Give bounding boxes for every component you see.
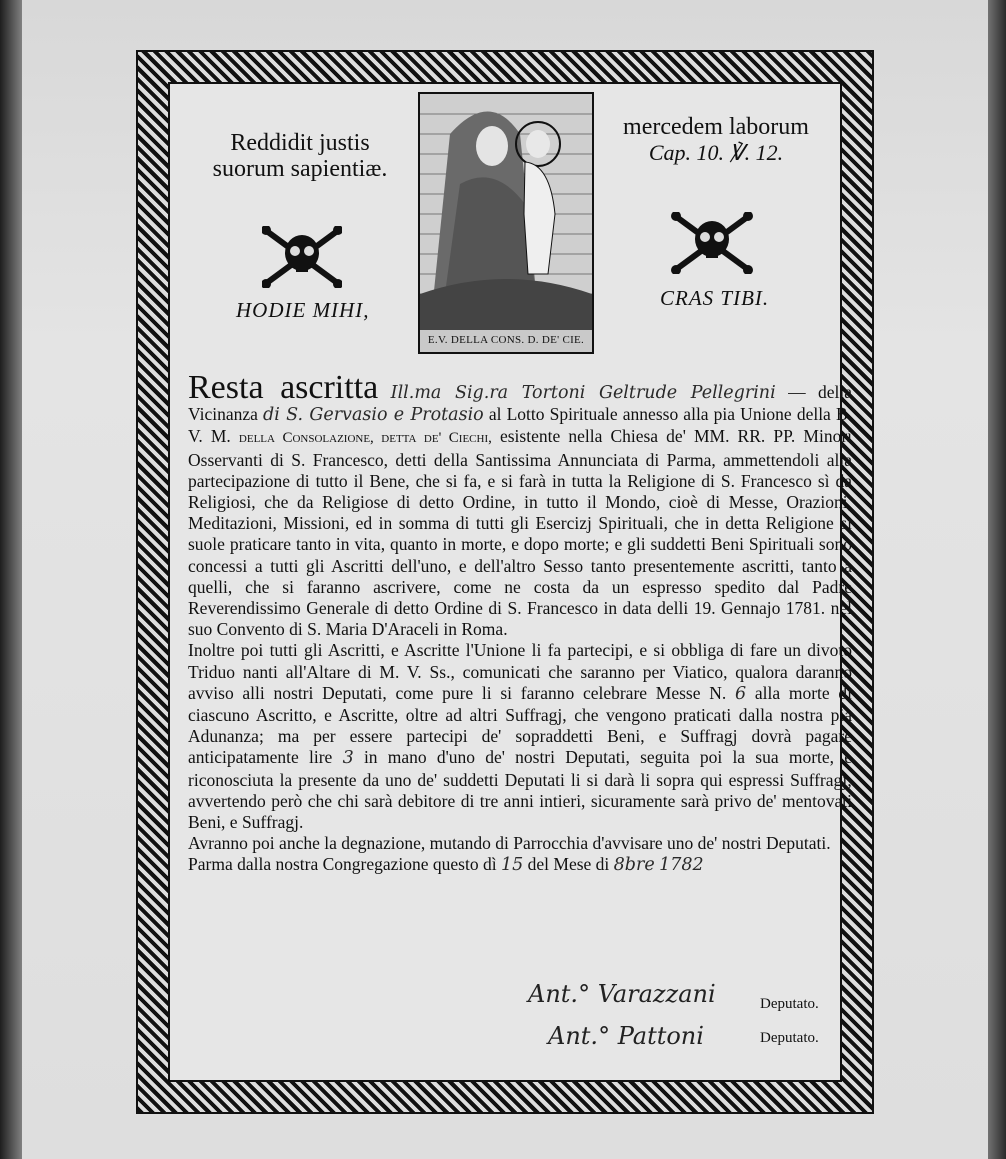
paragraph-4 [188,854,852,876]
handwritten-day: 15 [500,855,524,876]
p2-b: alla morte di ciascuno Ascritto, e Ascritte, oltre ad altri Suffragj, che vengono praticati dalla nostra pia Adunanza; ma per essere partecipi de' sopraddetti Beni, e Suffragj dovrà pagare anticipatamente lire [188,682,852,768]
p1-consolazione: della Consolazione, detta de' Ciechi, [238,430,492,447]
motto-right-line1: mercedem laborum [623,114,809,140]
p2-c: in mano d'uno de' nostri Deputati, seguita poi la sua morte, e riconosciuta la presente da uno de' suddetti Deputati li si darà li sopra qui espressi Suffragj; avvertendo però che chi sarà debitore di tre anni intieri, sicuramente sarà privo de' mentovati Beni, e Suffragj. [188,747,853,833]
handwritten-month: 8bre [613,855,655,876]
p4-b: del Mese di [527,854,610,875]
motto-right [606,114,826,166]
handwritten-mass-count: 6 [734,683,747,704]
motto-hodie-mihi: HODIE MIHI, [236,298,370,322]
madonna-child-image [420,94,592,330]
handwritten-lire: 3 [342,748,354,769]
motto-left [200,130,400,182]
p1-mid: — della Vicinanza [188,382,853,425]
signature-1: Ant.° Varazzani [528,980,716,1008]
handwritten-year: 1782 [659,855,704,876]
p1-rest-a: al Lotto Spirituale annesso alla pia Unione della [488,404,831,425]
handwritten-parish: di S. Gervasio e Protasio [263,405,484,426]
p1-rest-b: esistente nella Chiesa de' MM. RR. PP. Minori Osservanti di S. Francesco, detti della Santissima Annunciata di Parma, ammettendoli alla partecipazione di tutto il Bene, che si fa, e si farà in tutta la Religione di S. Francesco sì da Religiosi, che da Religiose di detto Ordine, in tutto il Mondo, cioè di Messe, Orazioni, Meditazioni, Missioni, ed in somma di tutti gli Esercizj Spirituali, che in detta Religione si suole praticare tanto in vita, quanto in morte, e dopo morte; e gli suddetti Beni Spirituali sono concessi a tutti gli Ascritti dell'uno, e dell'altro Sesso tanto presentemente ascritti, tanto a quelli, che si faranno ascrivere, come ne costa da un espresso spedito dal Padre Reverendissimo Generale di detto Ordine di S. Francesco in data delli 19. Gennajo 1781. nel suo Convento di S. Maria D'Araceli in Roma. [188,426,853,640]
p1-bvm: B. V. M. [188,404,853,447]
motto-left-line2: suorum sapientiæ. [212,156,388,182]
paragraph-3: Avranno poi anche la degnazione, mutando di Parrocchia d'avvisare uno de' nostri Deputati. [188,833,831,854]
madonna-engraving [418,92,594,354]
p4-a: Parma dalla nostra Congregazione questo dì [188,854,497,875]
deputato-label-1: Deputato. [760,996,819,1012]
skull-crossbones-icon [670,212,754,274]
deputato-label-2: Deputato. [760,1030,819,1046]
skull-crossbones-icon [262,226,342,288]
handwritten-name: Ill.ma Sig.ra Tortoni Geltrude Pellegrini [390,383,776,403]
paragraph-1 [188,369,853,640]
signature-2: Ant.° Pattoni [548,1022,704,1050]
motto-cras-tibi: CRAS TIBI. [660,286,770,310]
engraving-caption: E.V. DELLA CONS. D. DE' CIE. [427,334,585,346]
p2-a: Inoltre poi tutti gli Ascritti, e Ascritte l'Unione li fa partecipi, e si obbliga di fare un divoto Triduo nanti all'Altare di M. V. Ss., comunicati che saranno per Viatico, qualora daranno avviso alli nostri Deputati, come pure li si faranno celebrare Messe N. [188,640,852,703]
motto-right-line2: Cap. 10. ℣. 12. [648,140,784,165]
document-body [188,369,853,877]
motto-left-line1: Reddidit justis [230,130,370,156]
p1-start: Resta ascritta [188,369,379,406]
paragraph-2 [188,640,852,833]
